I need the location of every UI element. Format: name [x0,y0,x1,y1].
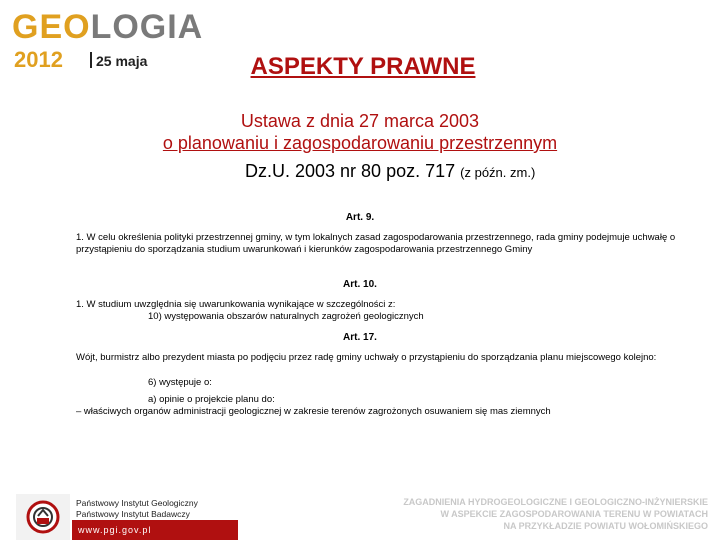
footer-project-title [403,496,708,532]
logo-year: 2012 [14,47,63,72]
art-10-line-2: 10) występowania obszarów naturalnych zagrożeń geologicznych [148,311,424,322]
art-17-heading: Art. 17. [343,332,377,343]
act-reference [245,160,535,184]
act-title [60,110,660,154]
art-17-line-4: – właściwych organów administracji geologicznej w zakresie terenów zagrożonych osuwaniem się mas ziemnych [76,406,551,417]
footer-right-line-2: W ASPEKCIE ZAGOSPODAROWANIA TERENU W POWIATACH [440,509,708,519]
art-17-line-1: Wójt, burmistrz albo prezydent miasta po podjęciu przez radę gminy uchwały o przystąpieniu do sporządzania planu miejscowego kolejno: [76,352,657,363]
logo-wordmark [12,8,203,46]
art-10-heading: Art. 10. [343,279,377,290]
art-10-line-1: 1. W studium uwzględnia się uwarunkowania wynikające w szczególności z: [76,299,396,310]
art-9-text: 1. W celu określenia polityki przestrzennej gminy, w tym lokalnych zasad zagospodarowania przestrzennego, rada gminy podejmuje uchwałę o przystąpieniu do sporządzania studium uwarunkowań i kierunków zagospodarowania przestrzennego Gminy [76,232,676,255]
act-line-1: Ustawa z dnia 27 marca 2003 [240,111,480,131]
logo-logia-text: LOGIA [90,8,204,46]
logo-geo-text: GEO [12,8,91,46]
art-17-line-2: 6) występuje o: [148,377,212,388]
logo-date-text: 25 maja [96,53,148,69]
art-9-heading: Art. 9. [345,212,375,223]
footer-institute [16,494,238,540]
act-line-2: o planowaniu i zagospodarowaniu przestrzennym [162,133,558,153]
footer-org-line-1: Państwowy Instytut Geologiczny [76,498,198,508]
pgi-emblem-icon [16,494,70,540]
geologia-logo [12,8,204,72]
art-17-line-3: a) opinie o projekcie planu do: [148,394,275,405]
footer-right-line-3: NA PRZYKŁADZIE POWIATU WOŁOMIŃSKIEGO [503,521,708,531]
footer-url: www.pgi.gov.pl [72,520,238,540]
act-dz-note: (z późn. zm.) [460,165,536,180]
logo-separator [90,52,92,68]
act-dz: Dz.U. 2003 nr 80 poz. 717 [245,161,456,181]
page-title: ASPEKTY PRAWNE [250,53,476,80]
logo-date [90,52,147,70]
footer-org-name [76,498,198,520]
footer-org-line-2: Państwowy Instytut Badawczy [76,509,190,519]
footer-right-line-1: ZAGADNIENIA HYDROGEOLOGICZNE I GEOLOGICZNO-INŻYNIERSKIE [403,497,708,507]
